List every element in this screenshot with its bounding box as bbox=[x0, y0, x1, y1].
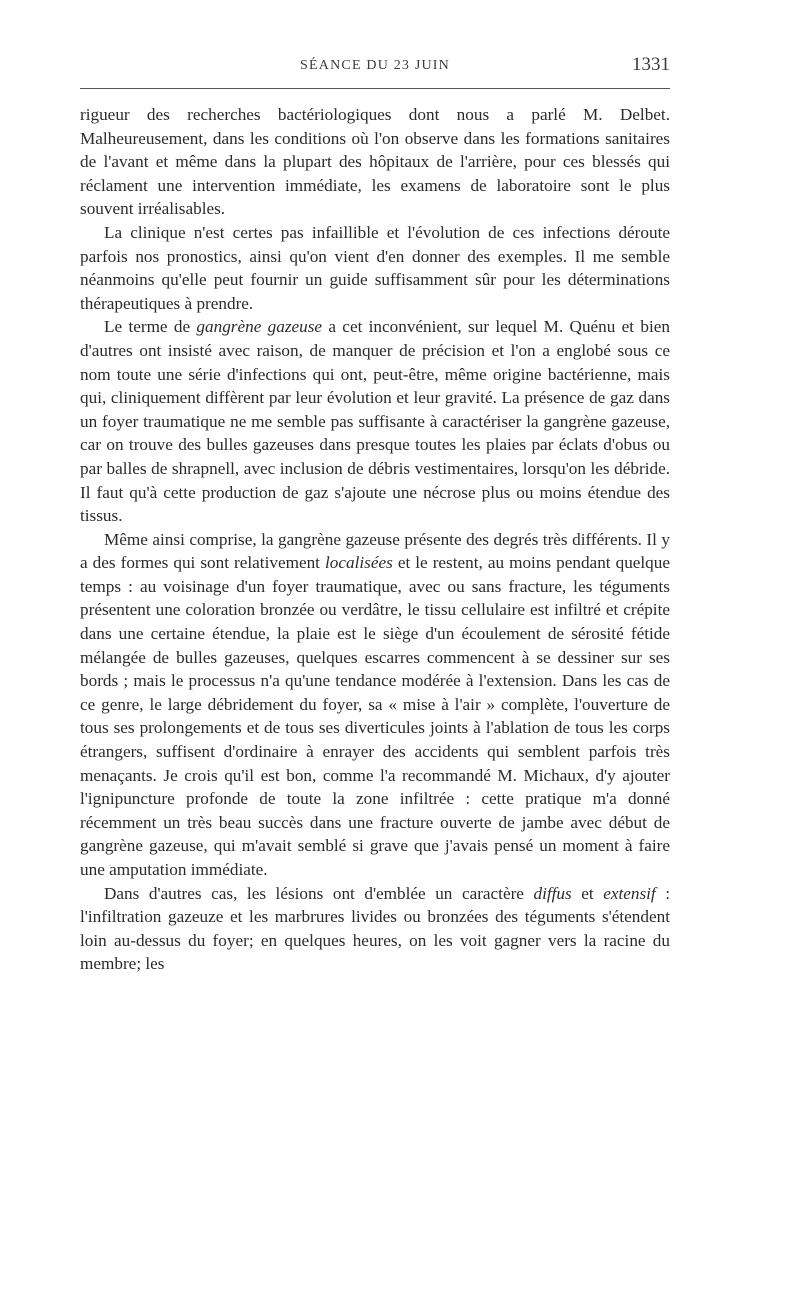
paragraph-5-text-c: : l'infiltration gazeuze et les marbrures livides ou bronzées des téguments s'étendent loin au-dessus du foyer; en quelques heures, on les voit gagner vers la racine du membre; les bbox=[80, 883, 671, 974]
paragraph-3 bbox=[80, 315, 670, 527]
body-text bbox=[80, 103, 670, 976]
italic-term-extensif: extensif bbox=[603, 883, 656, 903]
running-title: SÉANCE DU 23 JUIN bbox=[300, 58, 450, 73]
paragraph-5 bbox=[80, 882, 670, 976]
paragraph-4 bbox=[80, 528, 670, 882]
italic-term-diffus: diffus bbox=[533, 883, 572, 903]
paragraph-5-text-a: Dans d'autres cas, les lésions ont d'emblée un caractère bbox=[104, 883, 534, 903]
running-head bbox=[80, 52, 670, 88]
document-page bbox=[80, 52, 670, 976]
paragraph-5-text-b: et bbox=[571, 883, 604, 903]
paragraph-4-text-b: et le restent, au moins pendant quelque temps : au voisinage d'un foyer traumatique, avec ou sans fracture, les téguments présentent une coloration bronzée ou verdâtre, le tissu cellulaire est infiltré et crépite dans une certaine étendue, la plaie est le siège d'un écoulement de sérosité fétide mélangée de bulles gazeuses, quelques escarres commencent à se dessiner sur ses bords ; mais le processus n'a qu'une tendance modérée à l'extension. Dans les cas de ce genre, le large débridement du foyer, sa « mise à l'air » complète, l'ouverture de tous ses prolongements et de tous ses diverticules joints à l'ablation de tous les corps étrangers, suffisent d'ordinaire à enrayer des accidents qui semblent parfois très menaçants. Je crois qu'il est bon, comme l'a recommandé M. Michaux, d'y ajouter l'ignipuncture profonde de toute la zone infiltrée : cette pratique m'a donné récemment un très beau succès dans une fracture ouverte de jambe avec début de gangrène gazeuse, qui m'avait semblé si grave que j'avais pensé un moment à faire une amputation immédiate. bbox=[80, 553, 671, 879]
header-rule bbox=[80, 88, 670, 89]
italic-term-gangrene-gazeuse: gangrène gazeuse bbox=[196, 317, 323, 337]
paragraph-2: La clinique n'est certes pas infaillible et l'évolution de ces infections déroute parfois nos pronostics, ainsi qu'on vient d'en donner des exemples. Il me semble néanmoins qu'elle peut fournir un guide suffisamment sûr pour les déterminations thérapeutiques à prendre. bbox=[80, 222, 670, 313]
paragraph-3-text-b: a cet inconvénient, sur lequel M. Quénu et bien d'autres ont insisté avec raison, de manquer de précision et l'on a englobé sous ce nom toute une série d'infections qui ont, peut-être, même origine bactérienne, mais qui, cliniquement diffèrent par leur évolution et leur gravité. La présence de gaz dans un foyer traumatique ne me semble pas suffisante à caractériser la gangrène gazeuse, car on trouve des bulles gazeuses dans presque toutes les plaies par éclats d'obus ou par balles de shrapnell, avec inclusion de débris vestimentaires, lorsqu'on les débride. Il faut qu'à cette production de gaz s'ajoute une nécrose plus ou moins étendue des tissus. bbox=[80, 317, 670, 526]
italic-term-localisees: localisées bbox=[325, 553, 393, 573]
page-number: 1331 bbox=[632, 54, 670, 75]
paragraph-1: rigueur des recherches bactériologiques dont nous a parlé M. Delbet. Malheureusement, dans les conditions où l'on observe dans les formations sanitaires de l'avant et même dans la plupart des hôpitaux de l'arrière, pour ces blessés qui réclament une intervention immédiate, les examens de laboratoire sont le plus souvent irréalisables. bbox=[80, 105, 670, 219]
paragraph-4-text-a: Même ainsi comprise, la gangrène gazeuse présente des degrés très différents. Il y a des formes qui sont relativement bbox=[80, 529, 670, 573]
paragraph-3-text-a: Le terme de bbox=[104, 317, 197, 337]
